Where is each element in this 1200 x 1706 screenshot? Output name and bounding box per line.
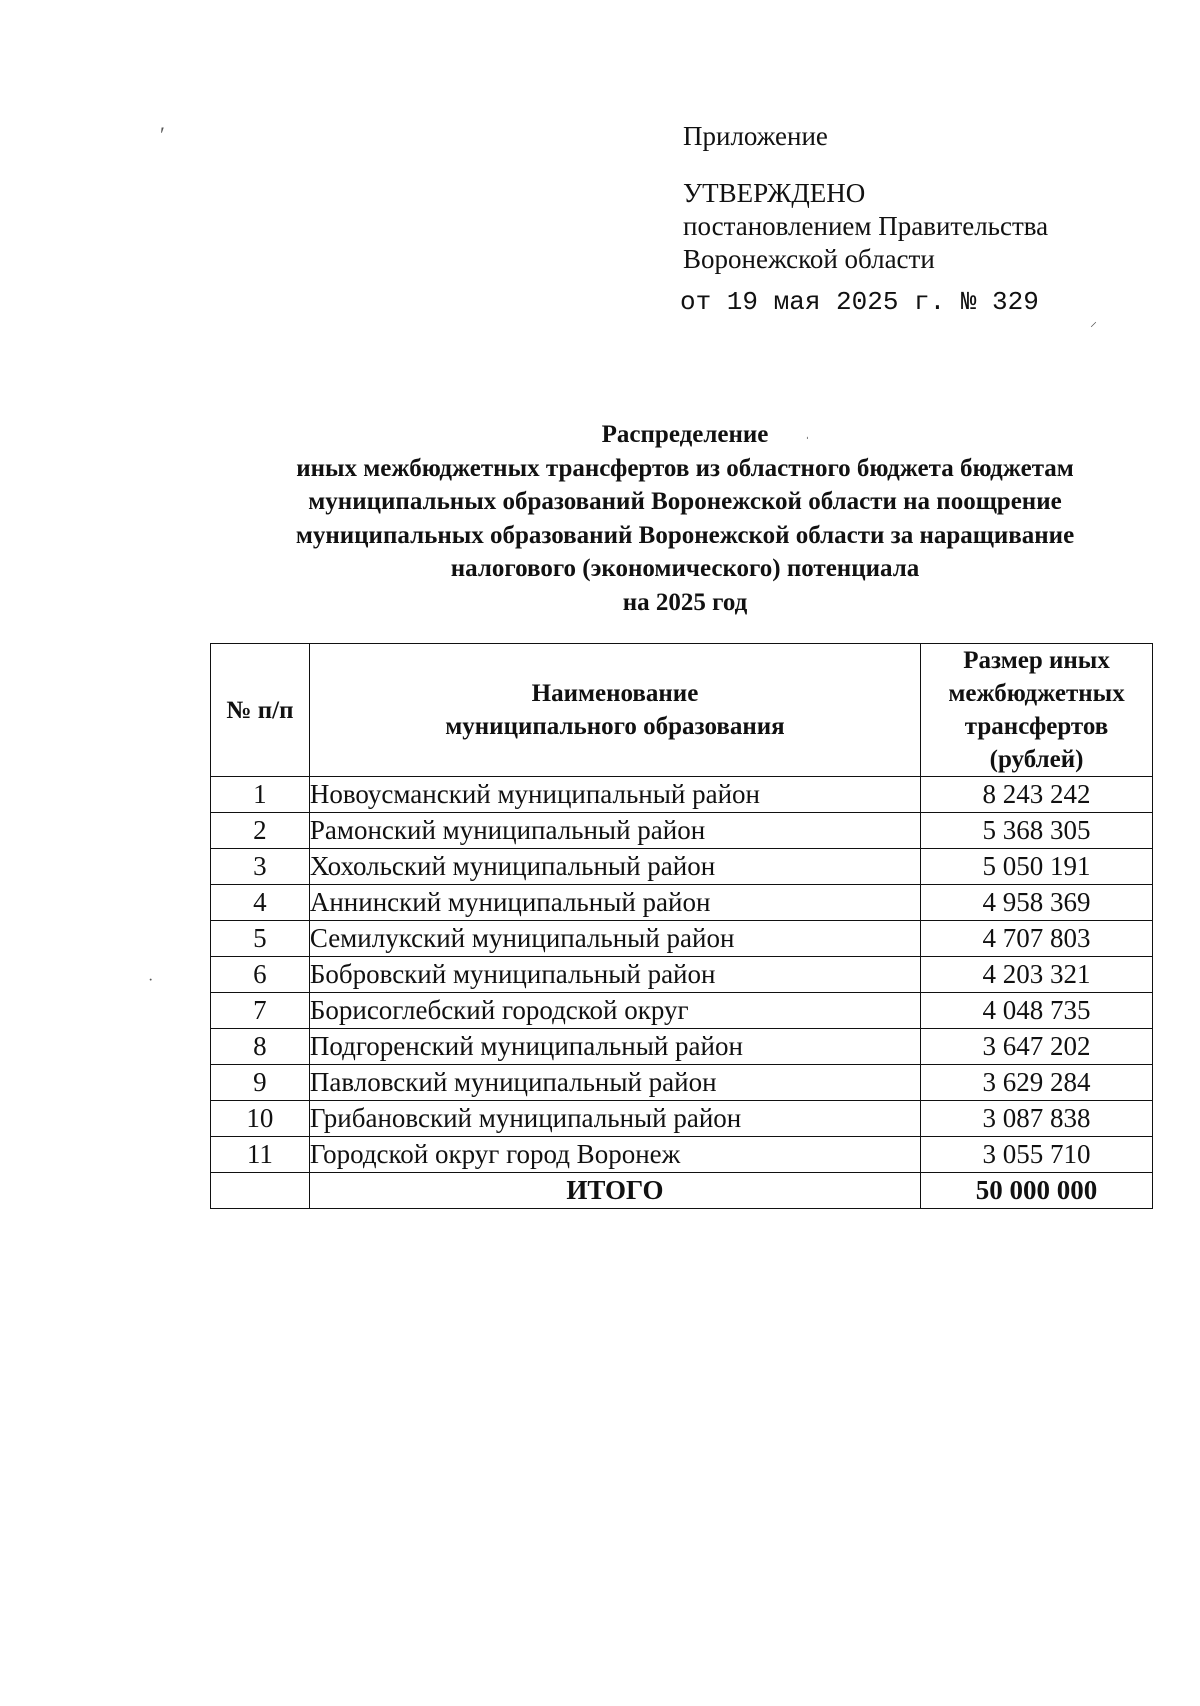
municipality-name: Борисоглебский городской округ	[309, 993, 920, 1029]
header-amount-line: межбюджетных	[948, 680, 1125, 707]
transfer-amount: 8 243 242	[921, 777, 1153, 813]
table-row	[211, 1137, 1153, 1173]
total-empty-cell	[211, 1173, 310, 1209]
transfer-amount: 4 958 369	[921, 885, 1153, 921]
header-name	[309, 644, 920, 777]
municipality-name: Подгоренский муниципальный район	[309, 1029, 920, 1065]
table-row	[211, 921, 1153, 957]
header-number-label: № п/п	[226, 696, 294, 724]
row-number: 5	[211, 921, 310, 957]
table-row	[211, 813, 1153, 849]
row-number: 7	[211, 993, 310, 1029]
total-amount: 50 000 000	[921, 1173, 1153, 1209]
row-number: 2	[211, 813, 310, 849]
transfer-amount: 5 368 305	[921, 813, 1153, 849]
row-number: 6	[211, 957, 310, 993]
approved-region-text: Воронежской области	[683, 244, 935, 274]
transfer-amount: 3 087 838	[921, 1101, 1153, 1137]
municipality-name: Городской округ город Воронеж	[309, 1137, 920, 1173]
title-line: муниципальных образований Воронежской области за наращивание	[295, 521, 1075, 549]
header-number	[211, 644, 310, 777]
row-number: 11	[211, 1137, 310, 1173]
municipality-name: Семилукский муниципальный район	[309, 921, 920, 957]
municipality-name: Павловский муниципальный район	[309, 1065, 920, 1101]
title-line: на 2025 год	[622, 588, 748, 616]
approval-block	[680, 120, 1049, 319]
scan-mark: ˌ	[805, 425, 810, 440]
row-number: 1	[211, 777, 310, 813]
municipality-name: Хохольский муниципальный район	[309, 849, 920, 885]
scan-mark: ⸝	[1090, 315, 1097, 330]
appendix-label: Приложение	[683, 121, 828, 151]
table-total-row	[211, 1173, 1153, 1209]
document-title	[200, 418, 1170, 619]
header-amount-line: Размер иных	[963, 647, 1110, 674]
header-amount	[921, 644, 1153, 777]
row-number: 4	[211, 885, 310, 921]
table-row	[211, 777, 1153, 813]
approved-label: УТВЕРЖДЕНО	[683, 178, 866, 208]
table-row	[211, 957, 1153, 993]
title-line: налогового (экономического) потенциала	[450, 555, 920, 582]
table-row	[211, 849, 1153, 885]
table-row	[211, 885, 1153, 921]
scan-mark: ′	[160, 122, 165, 147]
header-amount-line: трансфертов	[964, 713, 1109, 740]
transfer-amount: 3 629 284	[921, 1065, 1153, 1101]
transfer-amount: 3 647 202	[921, 1029, 1153, 1065]
header-name-line: муниципального образования	[445, 713, 785, 740]
resolution-date-number: от 19 мая 2025 г. № 329	[680, 287, 1039, 317]
municipality-name: Рамонский муниципальный район	[309, 813, 920, 849]
municipality-name: Бобровский муниципальный район	[309, 957, 920, 993]
approved-by-text: постановлением Правительства	[683, 211, 1049, 241]
transfer-amount: 4 048 735	[921, 993, 1153, 1029]
table-row	[211, 1029, 1153, 1065]
title-line: муниципальных образований Воронежской области на поощрение	[308, 488, 1062, 515]
transfer-amount: 4 707 803	[921, 921, 1153, 957]
municipality-name: Грибановский муниципальный район	[309, 1101, 920, 1137]
table-row	[211, 1065, 1153, 1101]
transfer-amount: 4 203 321	[921, 957, 1153, 993]
total-label: ИТОГО	[309, 1173, 920, 1209]
table-row	[211, 1101, 1153, 1137]
table-row	[211, 993, 1153, 1029]
transfer-amount: 3 055 710	[921, 1137, 1153, 1173]
table-header-row	[211, 644, 1153, 777]
row-number: 8	[211, 1029, 310, 1065]
header-amount-line: (рублей)	[989, 746, 1084, 773]
title-line: иных межбюджетных трансфертов из областного бюджета бюджетам	[296, 454, 1074, 482]
municipality-name: Аннинский муниципальный район	[309, 885, 920, 921]
municipality-name: Новоусманский муниципальный район	[309, 777, 920, 813]
row-number: 3	[211, 849, 310, 885]
transfer-amount: 5 050 191	[921, 849, 1153, 885]
row-number: 9	[211, 1065, 310, 1101]
scan-mark: ·	[148, 972, 154, 989]
allocation-table	[210, 643, 1153, 1209]
row-number: 10	[211, 1101, 310, 1137]
title-line: Распределение	[601, 421, 769, 448]
header-name-line: Наименование	[531, 680, 699, 707]
